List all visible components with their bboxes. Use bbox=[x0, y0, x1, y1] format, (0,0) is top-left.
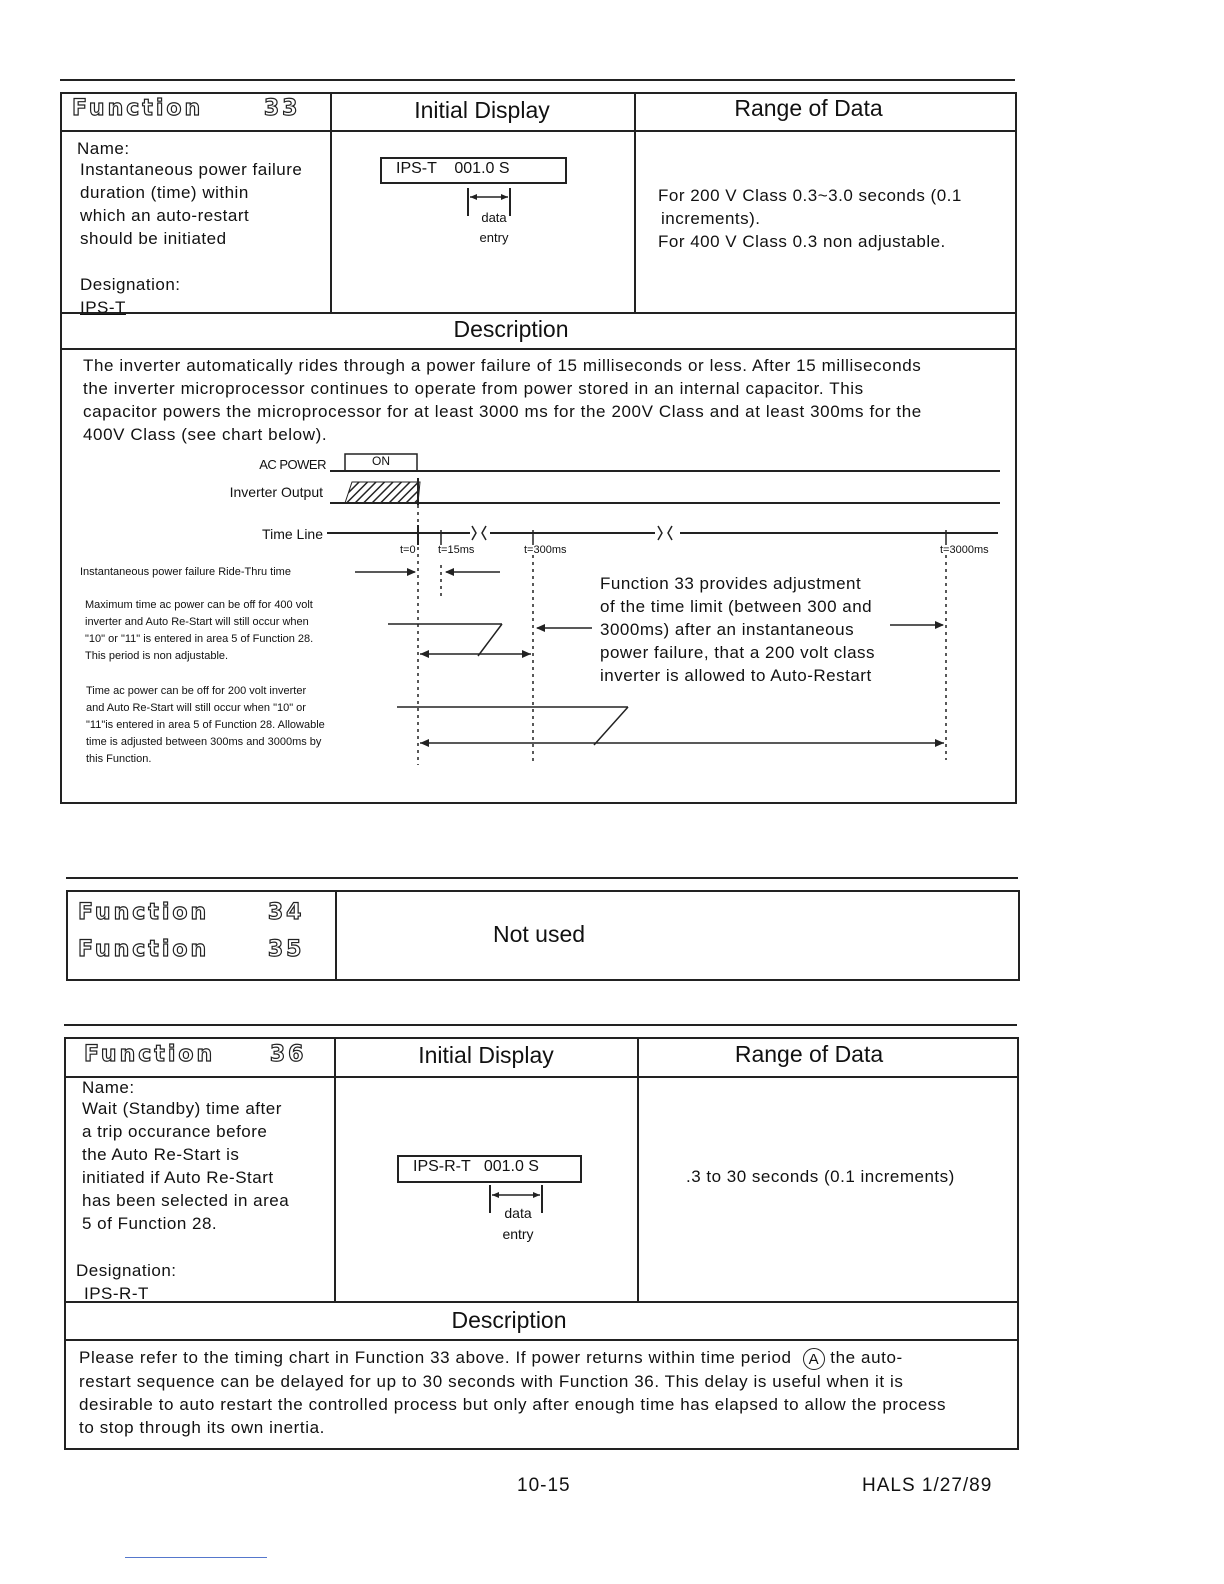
function-34-title: Function bbox=[78, 900, 210, 925]
on-label: ON bbox=[372, 454, 390, 468]
function-35-number: 35 bbox=[267, 937, 305, 962]
function-33-note-line: power failure, that a 200 volt class bbox=[600, 643, 876, 662]
name-line: has been selected in area bbox=[82, 1191, 290, 1210]
range-of-data-header: Range of Data bbox=[734, 95, 883, 121]
data-label: data bbox=[504, 1205, 532, 1221]
description-header: Description bbox=[453, 316, 569, 342]
time200-line: this Function. bbox=[86, 753, 152, 765]
name-line: Instantaneous power failure bbox=[80, 160, 303, 179]
initial-display-header: Initial Display bbox=[414, 97, 550, 123]
function-36-title: Function bbox=[84, 1042, 216, 1067]
tick-label-t0: t=0 bbox=[400, 544, 416, 556]
description-line: restart sequence can be delayed for up to 30 seconds with Function 36. This delay is useful when it is bbox=[79, 1371, 904, 1391]
range-of-data-header: Range of Data bbox=[734, 1041, 884, 1067]
ac-power-label: AC POWER bbox=[259, 457, 326, 472]
inverter-output-hatch bbox=[345, 482, 420, 503]
name-line: initiated if Auto Re-Start bbox=[82, 1168, 274, 1187]
time-line-label: Time Line bbox=[262, 526, 323, 542]
description-line: The inverter automatically rides through a power failure of 15 milliseconds or less. After 15 milliseconds bbox=[83, 356, 922, 375]
description-line: capacitor powers the microprocessor for at least 3000 ms for the 200V Class and at least 300ms for the bbox=[83, 402, 922, 421]
name-line: a trip occurance before bbox=[82, 1122, 268, 1141]
name-line: 5 of Function 28. bbox=[82, 1214, 218, 1233]
function-33-note-line: of the time limit (between 300 and bbox=[600, 597, 873, 616]
time-break-icon bbox=[658, 526, 672, 540]
time200-line: time is adjusted between 300ms and 3000ms by bbox=[86, 736, 322, 748]
function-33-note-line: 3000ms) after an instantaneous bbox=[600, 620, 855, 639]
description-line-tail: the auto- bbox=[824, 1348, 903, 1367]
max400-line: inverter and Auto Re-Start will still occur when bbox=[85, 616, 309, 628]
name-line: duration (time) within bbox=[80, 183, 249, 202]
name-line: Wait (Standby) time after bbox=[82, 1099, 282, 1118]
function-36-number: 36 bbox=[269, 1042, 307, 1067]
function-33-number: 33 bbox=[263, 96, 301, 121]
name-label: Name: bbox=[82, 1078, 135, 1097]
range-value: .3 to 30 seconds (0.1 increments) bbox=[686, 1167, 955, 1186]
tick-label-t15: t=15ms bbox=[438, 544, 475, 556]
description-line: to stop through its own inertia. bbox=[79, 1417, 325, 1437]
name-line: should be initiated bbox=[80, 229, 227, 248]
max400-line: Maximum time ac power can be off for 400 volt bbox=[85, 599, 313, 611]
function-33-title: Function bbox=[72, 96, 204, 121]
time200-line: "11"is entered in area 5 of Function 28. Allowable bbox=[86, 719, 325, 731]
time200-line: Time ac power can be off for 200 volt inverter bbox=[86, 685, 307, 697]
name-line: the Auto Re-Start is bbox=[82, 1145, 240, 1164]
initial-display-header: Initial Display bbox=[418, 1042, 554, 1068]
not-used-label: Not used bbox=[493, 921, 586, 947]
document-id: HALS 1/27/89 bbox=[862, 1475, 993, 1496]
description-line: the inverter microprocessor continues to operate from power stored in an internal capacitor. This bbox=[83, 379, 864, 398]
time-break-icon bbox=[472, 526, 486, 540]
function-34-number: 34 bbox=[267, 900, 305, 925]
tick-label-t300: t=300ms bbox=[524, 544, 567, 556]
tick-label-t3000: t=3000ms bbox=[940, 544, 989, 556]
range-line: For 400 V Class 0.3 non adjustable. bbox=[658, 232, 946, 251]
name-label: Name: bbox=[77, 139, 130, 158]
range-line: For 200 V Class 0.3~3.0 seconds (0.1 bbox=[658, 186, 962, 205]
function-35-title: Function bbox=[78, 937, 210, 962]
designation-label: Designation: bbox=[76, 1261, 177, 1280]
max400-line: This period is non adjustable. bbox=[85, 650, 229, 662]
name-line: which an auto-restart bbox=[80, 206, 250, 225]
designation-label: Designation: bbox=[80, 275, 181, 294]
designation-value: IPS-R-T bbox=[84, 1284, 149, 1303]
entry-label: entry bbox=[502, 1226, 534, 1242]
max400-line: "10" or "11" is entered in area 5 of Function 28. bbox=[85, 633, 314, 645]
page-number: 10-15 bbox=[517, 1475, 571, 1496]
description-line: 400V Class (see chart below). bbox=[83, 425, 328, 444]
circle-a-marker bbox=[803, 1348, 825, 1370]
ride-thru-label: Instantaneous power failure Ride-Thru time bbox=[80, 566, 291, 578]
time200-line: and Auto Re-Start will still occur when "10" or bbox=[86, 702, 306, 714]
initial-display-readout: IPS-R-T 001.0 S bbox=[397, 1155, 582, 1183]
designation-value: IPS-T bbox=[80, 298, 126, 317]
description-line: desirable to auto restart the controlled process but only after enough time has elapsed to allow the process bbox=[79, 1394, 947, 1414]
circle-a-label: A bbox=[808, 1350, 820, 1368]
function-33-note-line: inverter is allowed to Auto-Restart bbox=[600, 666, 872, 685]
function-33-note-line: Function 33 provides adjustment bbox=[600, 574, 862, 593]
inverter-output-label: Inverter Output bbox=[229, 484, 323, 500]
initial-display-readout: IPS-T 001.0 S bbox=[380, 157, 567, 184]
entry-label: entry bbox=[479, 230, 509, 245]
description-header: Description bbox=[451, 1307, 567, 1333]
description-line: Please refer to the timing chart in Function 33 above. If power returns within time period bbox=[79, 1348, 792, 1367]
data-label: data bbox=[481, 210, 507, 225]
range-line: increments). bbox=[661, 209, 761, 228]
footer-rule bbox=[125, 1557, 267, 1558]
